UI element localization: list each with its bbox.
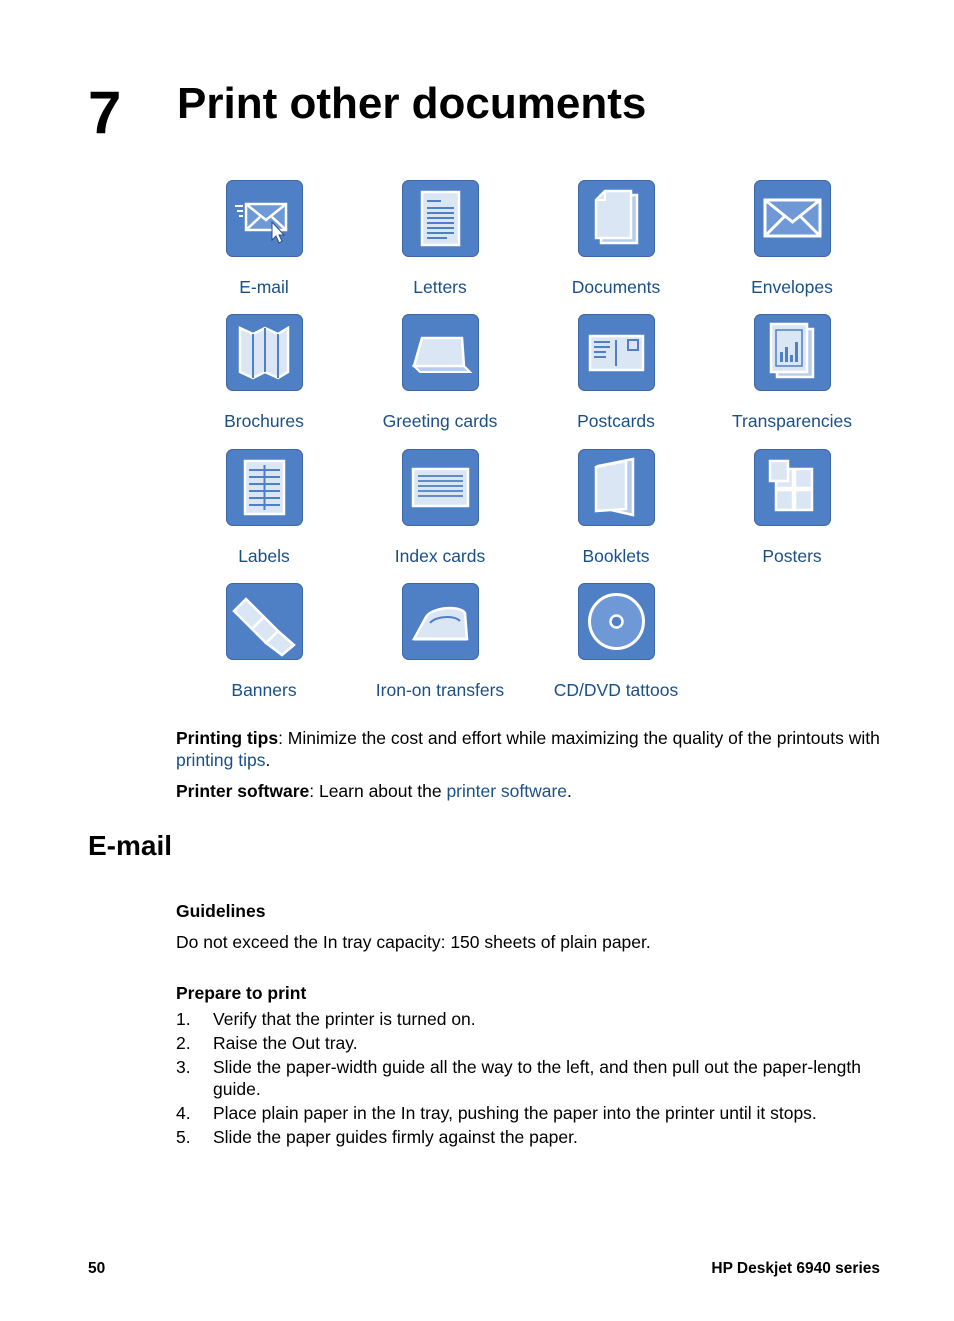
product-name: HP Deskjet 6940 series (711, 1260, 880, 1277)
greeting-card-icon (402, 314, 479, 391)
list-item: 4. Place plain paper in the In tray, pushing the paper into the printer until it stops. (176, 1103, 817, 1123)
tile-label: Banners (231, 680, 297, 700)
page-number: 50 (88, 1260, 106, 1277)
banner-icon (226, 583, 303, 660)
list-item: 3. Slide the paper-width guide all the way to the left, and then pull out the paper-length guide. (176, 1057, 861, 1099)
tile-label: Postcards (577, 411, 655, 431)
prepare-heading: Prepare to print (176, 983, 307, 1003)
printing-tips-label: Printing tips (176, 728, 279, 748)
documents-icon (578, 180, 655, 257)
booklet-icon (578, 449, 655, 526)
index-card-icon (402, 449, 479, 526)
tile-brochures[interactable] (176, 314, 352, 448)
cd-dvd-icon (578, 583, 655, 660)
tile-label: Letters (413, 277, 467, 297)
postcard-icon (578, 314, 655, 391)
tile-cd-dvd[interactable] (528, 583, 704, 717)
section-title: E-mail (88, 830, 173, 861)
list-item: 1. Verify that the printer is turned on. (176, 1009, 476, 1029)
tile-label: CD/DVD tattoos (553, 680, 679, 700)
tile-greeting-cards[interactable] (352, 314, 528, 448)
tile-index-cards[interactable] (352, 449, 528, 583)
tile-transparencies[interactable] (704, 314, 880, 448)
tile-label: Documents (571, 277, 661, 297)
envelope-icon (754, 180, 831, 257)
tile-label: Booklets (582, 546, 650, 566)
letter-icon (402, 180, 479, 257)
tile-booklets[interactable] (528, 449, 704, 583)
tile-labels[interactable] (176, 449, 352, 583)
tile-iron-on[interactable] (352, 583, 528, 717)
tile-label: Iron-on transfers (375, 680, 505, 700)
tile-banners[interactable] (176, 583, 352, 717)
list-item: 5. Slide the paper guides firmly against the paper. (176, 1127, 578, 1147)
iron-on-icon (402, 583, 479, 660)
tile-label: E-mail (239, 277, 289, 297)
printing-tips-text: : Minimize the cost and effort while maximizing the quality of the printouts with (278, 728, 880, 748)
labels-icon (226, 449, 303, 526)
prepare-steps-list (176, 1008, 886, 1150)
printer-software-paragraph (176, 780, 886, 802)
tile-posters[interactable] (704, 449, 880, 583)
printer-software-label: Printer software (176, 781, 310, 801)
transparency-icon (754, 314, 831, 391)
chapter-number: 7 (88, 79, 122, 146)
guidelines-heading: Guidelines (176, 901, 266, 921)
tile-letters[interactable] (352, 180, 528, 314)
tile-documents[interactable] (528, 180, 704, 314)
tile-label: Transparencies (732, 411, 852, 431)
printing-tips-end: . (265, 750, 271, 770)
brochure-icon (226, 314, 303, 391)
printing-tips-link[interactable]: printing tips (176, 750, 266, 770)
printing-tips-paragraph (176, 727, 886, 771)
list-item: 2. Raise the Out tray. (176, 1033, 358, 1053)
tile-email[interactable] (176, 180, 352, 314)
tile-postcards[interactable] (528, 314, 704, 448)
page-title: Print other documents (177, 79, 647, 128)
tile-envelopes[interactable] (704, 180, 880, 314)
printer-software-text: : Learn about the (309, 781, 447, 801)
poster-icon (754, 449, 831, 526)
tile-label: Envelopes (751, 277, 833, 297)
tile-label: Labels (238, 546, 290, 566)
tile-label: Brochures (224, 411, 304, 431)
printer-software-end: . (567, 781, 572, 801)
tile-label: Greeting cards (382, 411, 498, 431)
tile-label: Index cards (394, 546, 486, 566)
printer-software-link[interactable]: printer software (446, 781, 568, 801)
guidelines-text: Do not exceed the In tray capacity: 150 sheets of plain paper. (176, 932, 651, 952)
tile-label: Posters (762, 546, 822, 566)
email-icon (226, 180, 303, 257)
